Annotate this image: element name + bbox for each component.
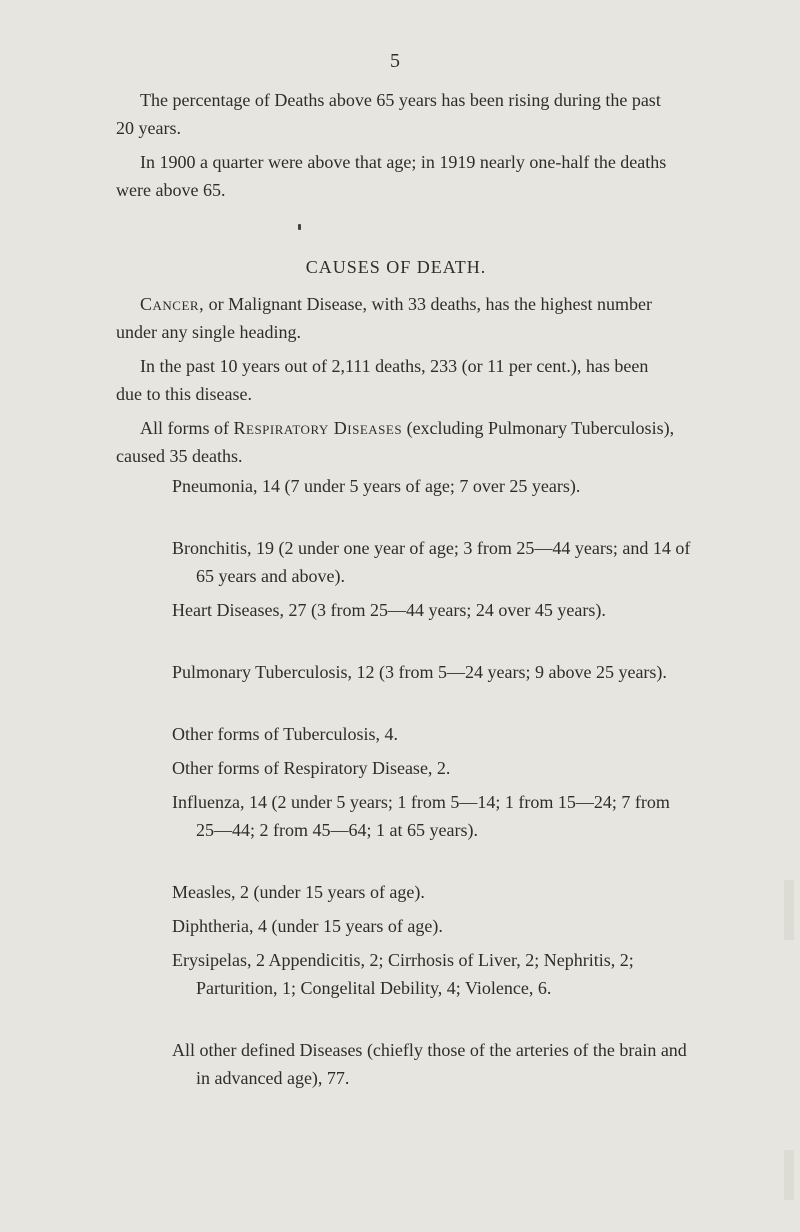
cancer-term: Cancer, [140,294,205,314]
respiratory-term: Respiratory Diseases [233,418,403,438]
list-item-bronchitis: Bronchitis, 19 (2 under one year of age; 3 from 25—44 years; and 14 of 65 years and above). [172,538,691,586]
cancer-paragraph [116,290,676,346]
respiratory-pre: All forms of [140,418,234,438]
edge-shadow-mark [784,880,794,940]
edge-shadow-mark [784,1150,794,1200]
list-item-other-respiratory: Other forms of Respiratory Disease, 2. [172,758,451,778]
intro-section [116,86,676,204]
list-item-other-defined: All other defined Diseases (chiefly those of the arteries of the brain and in advanced age), 77. [172,1040,687,1088]
list-item-diphtheria: Diphtheria, 4 (under 15 years of age). [172,916,443,936]
intro-paragraph-2: In 1900 a quarter were above that age; in 1919 nearly one-half the deaths were above 65. [116,152,667,200]
past-years-paragraph: In the past 10 years out of 2,111 deaths, 233 (or 11 per cent.), has been due to this disease. [116,356,649,404]
cancer-text: or Malignant Disease, with 33 deaths, has the highest number under any single heading. [116,294,652,342]
list-item-measles: Measles, 2 (under 15 years of age). [172,882,425,902]
list-item-heart-diseases: Heart Diseases, 27 (3 from 25—44 years; 24 over 45 years). [172,600,606,620]
section-heading: CAUSES OF DEATH. [305,257,487,277]
list-item-influenza: Influenza, 14 (2 under 5 years; 1 from 5—14; 1 from 15—24; 7 from 25—44; 2 from 45—64; 1 at 65 years). [172,792,670,840]
list-item-other-tuberculosis: Other forms of Tuberculosis, 4. [172,724,398,744]
intro-paragraph-1: The percentage of Deaths above 65 years has been rising during the past 20 years. [116,90,661,138]
ink-speck [298,224,301,230]
causes-section [116,290,676,470]
page-number: 5 [390,50,400,72]
list-item-pulmonary-tuberculosis: Pulmonary Tuberculosis, 12 (3 from 5—24 years; 9 above 25 years). [172,662,667,682]
list-item-misc-diseases: Erysipelas, 2 Appendicitis, 2; Cirrhosis of Liver, 2; Nephritis, 2; Parturition, 1; Congelital Debility, 4; Violence, 6. [172,950,634,998]
respiratory-paragraph [116,414,676,470]
respiratory-post: (excluding Pulmonary Tuberculosis), caused 35 deaths. [116,418,675,466]
list-item-pneumonia: Pneumonia, 14 (7 under 5 years of age; 7 over 25 years). [172,476,581,496]
